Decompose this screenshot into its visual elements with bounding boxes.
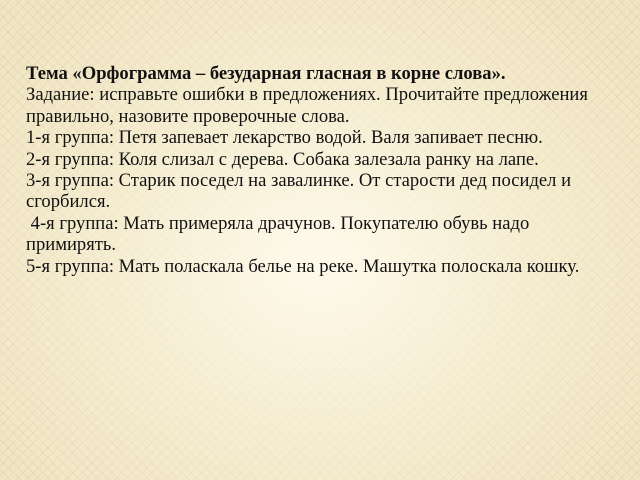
group-2-text: 2-я группа: Коля слизал с дерева. Собака залезала ранку на лапе.: [26, 148, 539, 170]
group-5-text: 5-я группа: Мать поласкала белье на реке. Машутка полоскала кошку.: [26, 255, 580, 277]
group-1-text: 1-я группа: Петя запевает лекарство водой. Валя запивает песню.: [26, 127, 543, 149]
slide-title: Тема «Орфограмма – безударная гласная в корне слова».: [26, 63, 506, 84]
group-3-text: 3-я группа: Старик поседел на завалинке. От старости дед посидел и сгорбился.: [26, 170, 572, 213]
group-4-text: 4-я группа: Мать примеряла драчунов. Покупателю обувь надо примирять.: [26, 212, 534, 256]
task-text: Задание: исправьте ошибки в предложениях. Прочитайте предложения правильно, назовите проверочные слова.: [26, 84, 588, 127]
slide-content: [26, 63, 616, 277]
